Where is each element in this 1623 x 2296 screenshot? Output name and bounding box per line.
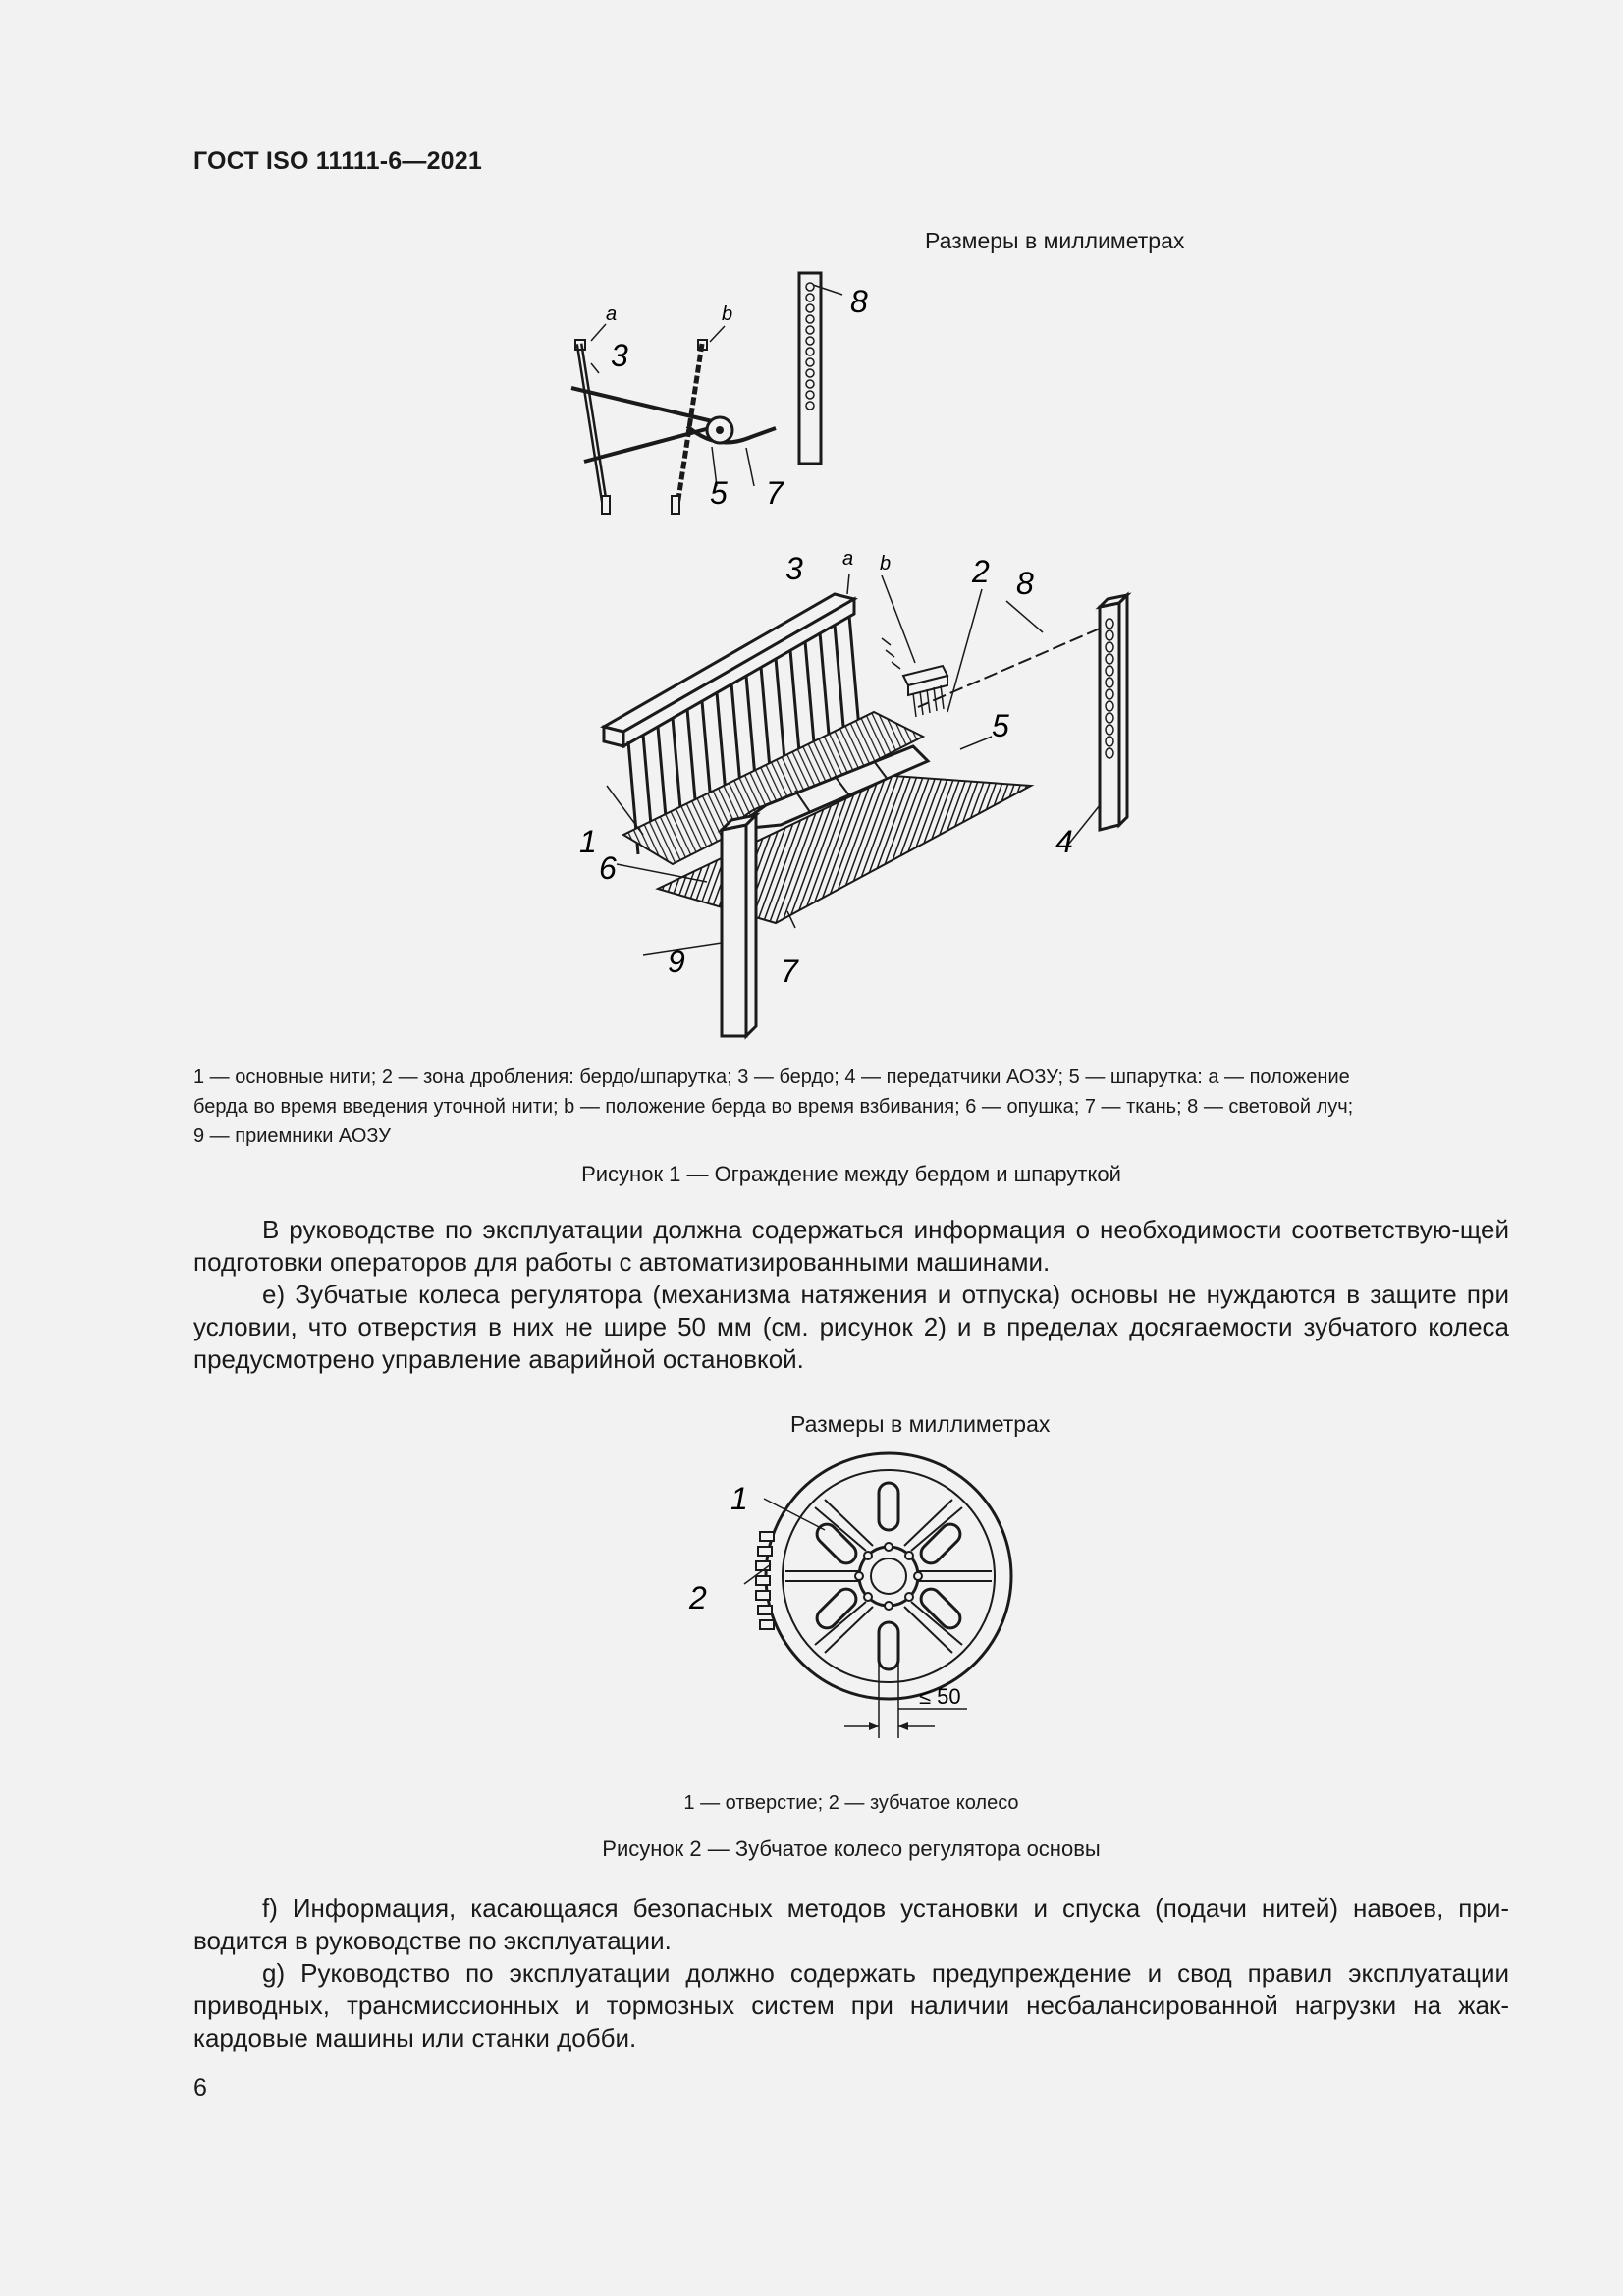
figure2-dims-note: Размеры в миллиметрах — [790, 1411, 1051, 1437]
light-beam — [918, 629, 1100, 707]
text-block1 — [193, 1214, 1509, 1376]
callout-3: 3 — [611, 338, 628, 373]
callout-8: 8 — [850, 284, 868, 319]
paragraph-training: В руководстве по эксплуатации должна содержаться информация о необходимости соответствую-щей подготовки операторов для работы с автоматизированными машинами. — [193, 1215, 1509, 1277]
callout-2: 2 — [972, 554, 990, 589]
callout-2: 2 — [689, 1580, 707, 1615]
callout-3: 3 — [785, 551, 803, 586]
text-block2 — [193, 1892, 1509, 2054]
figure1-caption: Рисунок 1 — Ограждение между бердом и шпаруткой — [581, 1162, 1121, 1186]
callout-b: b — [722, 303, 733, 325]
callout-1: 1 — [730, 1481, 748, 1516]
transmitter-post — [1100, 595, 1127, 830]
callout-1: 1 — [579, 824, 597, 859]
callout-5: 5 — [710, 475, 728, 511]
figure1-dims-note: Размеры в миллиметрах — [925, 228, 1185, 253]
callout-5: 5 — [992, 708, 1009, 743]
figure1-main-diagram — [569, 540, 1178, 1041]
standard-header: ГОСТ ISO 11111-6—2021 — [193, 147, 482, 175]
page-number: 6 — [193, 2074, 207, 2102]
callout-7: 7 — [781, 954, 798, 989]
paragraph-g: g) Руководство по эксплуатации должно содержать предупреждение и свод правил эксплуатации приводных, трансмиссионных и тормозных систем при наличии несбалансированной нагрузки на жак-кардовые машины или станки добби. — [193, 1958, 1509, 2052]
figure1-legend-line3: 9 — приемники АОЗУ — [193, 1125, 391, 1147]
receiver-post — [722, 815, 756, 1036]
dimension-label: ≤ 50 — [919, 1684, 961, 1709]
callout-8: 8 — [1016, 566, 1034, 601]
figure1-legend-line1: 1 — основные нити; 2 — зона дробления: бердо/шпарутка; 3 — бердо; 4 — передатчики АОЗУ; 5 — шпарутка: a — положение — [193, 1066, 1350, 1088]
callout-7: 7 — [766, 475, 784, 511]
toothed-wheel — [756, 1453, 1011, 1699]
callout-b: b — [880, 553, 892, 574]
figure2-legend: 1 — отверстие; 2 — зубчатое колесо — [683, 1792, 1019, 1814]
paragraph-f: f) Информация, касающаяся безопасных методов установки и спуска (подачи нитей) навоев, при-водится в руководстве по эксплуатации. — [193, 1893, 1509, 1955]
figure1-top-diagram — [550, 265, 884, 520]
callout-a: a — [606, 303, 618, 325]
figure1-legend — [193, 1063, 1509, 1151]
callout-6: 6 — [599, 850, 617, 886]
figure2-gear-diagram — [677, 1449, 1031, 1743]
figure2-caption: Рисунок 2 — Зубчатое колесо регулятора основы — [602, 1836, 1101, 1861]
figure1-legend-line2: берда во время введения уточной нити; b — положение берда во время взбивания; 6 — опушка; 7 — ткань; 8 — световой луч; — [193, 1096, 1354, 1118]
paragraph-e: e) Зубчатые колеса регулятора (механизма натяжения и отпуска) основы не нуждаются в защите при условии, что отверстия в них не шире 50 мм (см. рисунок 2) и в пределах досягаемости зубчатого колеса предусмотрено управление аварийной остановкой. — [193, 1280, 1509, 1374]
callout-4: 4 — [1055, 824, 1073, 859]
light-transmitter-column — [799, 273, 842, 464]
reed-position-b-block — [882, 638, 947, 717]
callout-a: a — [842, 548, 854, 570]
callout-9: 9 — [668, 944, 685, 979]
